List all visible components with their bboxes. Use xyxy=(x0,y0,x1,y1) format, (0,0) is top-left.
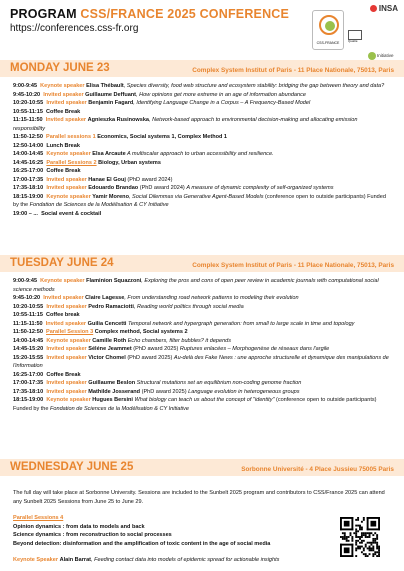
session-role: Parallel sessions 1 xyxy=(46,134,96,140)
time-slot: 17:35-18:10 xyxy=(13,185,44,191)
tuesday-heading: TUESDAY JUNE 24 xyxy=(10,257,114,269)
speaker-name: Guillaume Beslon xyxy=(88,380,136,386)
time-slot: 19:00 – ... xyxy=(13,210,38,217)
qualiopi-line-1: Qualité xyxy=(348,39,358,43)
speaker-name: Séléne Jeammet xyxy=(88,346,132,352)
speaker-name: Agnieszka Rusinowska xyxy=(87,117,149,123)
tuesday-venue: Complex System Institut of Paris - 11 Place Nationale, 75013, Paris xyxy=(192,262,394,269)
talk-title: Structural mutations set an equilibrium non-coding genome fraction xyxy=(135,380,302,386)
tuesday-timeline xyxy=(13,277,391,413)
wednesday-heading: WEDNESDAY JUNE 25 xyxy=(10,461,134,473)
time-slot: 17:35-18:10 xyxy=(13,388,44,395)
session-text: Economics, Social systems 1, Complex Method 1 xyxy=(97,134,227,140)
speaker-note: (PhD award 2024) xyxy=(138,185,187,191)
monday-timeline xyxy=(13,82,391,218)
timeline-row xyxy=(13,396,391,413)
time-slot: 9:45-10:20 xyxy=(13,91,41,98)
time-slot: 9:00-9:45 xyxy=(13,278,38,284)
time-slot: 11:15-11:50 xyxy=(13,117,43,123)
talk-title: Temporal network and hypergraph generation: from small to large scale in time and topology xyxy=(126,320,355,327)
monday-venue: Complex System Institut of Paris - 11 Place Nationale, 75013, Paris xyxy=(192,67,394,74)
session-role: Invited speaker xyxy=(45,320,87,327)
css-france-logo-label: CSS-FRANCE xyxy=(316,41,340,45)
session-role: Invited speaker xyxy=(46,354,87,361)
wednesday-content xyxy=(13,489,391,565)
time-slot: 14:45-16:25 xyxy=(13,159,44,166)
speaker-name: Elsa Arcaute xyxy=(92,151,126,157)
time-slot: 18:15-19:00 xyxy=(13,397,44,403)
session-text: Social event & cocktail xyxy=(41,210,102,217)
wednesday-session-1: Opinion dynamics : from data to models and back xyxy=(13,523,145,530)
speaker-name: Yamir Moreno xyxy=(92,193,129,200)
speaker-name: Hugues Bersini xyxy=(92,397,133,403)
timeline-row xyxy=(13,320,391,329)
time-slot: 14:00-14:45 xyxy=(13,337,44,344)
speaker-name: Benjamin Fagard xyxy=(88,100,134,106)
timeline-row xyxy=(13,108,391,117)
timeline-row xyxy=(13,133,391,142)
wednesday-session-2: Science dynamics : from reconstruction to social processes xyxy=(13,532,172,538)
session-role: Invited speaker xyxy=(43,91,84,98)
session-role: Keynote speaker xyxy=(46,397,91,403)
session-role[interactable]: Parallel Session 3 xyxy=(46,329,94,335)
speaker-note: (PhD award 2025) xyxy=(125,354,174,361)
speaker-name: Mathilde Josserand xyxy=(88,388,141,395)
time-slot: 15:20-15:55 xyxy=(13,354,44,361)
wednesday-keynote-role: Keynote Speaker xyxy=(13,557,59,563)
session-role: Invited speaker xyxy=(45,117,87,123)
session-text: Coffee Break xyxy=(46,168,81,174)
header xyxy=(10,6,310,35)
timeline-row xyxy=(13,150,391,159)
time-slot: 10:55-11:15 xyxy=(13,312,43,318)
talk-title: A measure of dynamic complexity of self-organized systems xyxy=(186,185,334,191)
cy-initiative-label: Initiative xyxy=(377,53,394,59)
session-text: Biology, Urban systems xyxy=(98,159,161,166)
time-slot: 14:45-15:20 xyxy=(13,346,44,352)
speaker-name: Camille Roth xyxy=(92,337,127,344)
wednesday-venue: Sorbonne Université - 4 Place Jussieu 75005 Paris xyxy=(241,466,394,473)
talk-title: Language evolution in heterogeneous groups xyxy=(188,388,300,395)
talk-title: , Social Dilemmas via Generative Agent-Based Models xyxy=(128,193,264,200)
timeline-row xyxy=(13,167,391,176)
wednesday-keynote-title: , Feeding contact data into models of epidemic spread for actionable insights xyxy=(91,557,280,563)
time-slot: 16:25-17:00 xyxy=(13,371,44,378)
timeline-row xyxy=(13,337,391,346)
timeline-row xyxy=(13,116,391,133)
time-slot: 17:00-17:35 xyxy=(13,176,44,183)
timeline-row xyxy=(13,193,391,210)
session-role: Keynote speaker xyxy=(40,278,85,284)
speaker-name: Edouardo Brandao xyxy=(88,185,139,191)
time-slot: 17:00-17:35 xyxy=(13,380,44,386)
timeline-row xyxy=(13,294,391,303)
talk-title: , Reading world politics through social media xyxy=(133,303,244,310)
time-slot: 9:00-9:45 xyxy=(13,83,38,89)
timeline-row xyxy=(13,184,391,193)
timeline-row xyxy=(13,99,391,108)
speaker-name: Guilia Cencetti xyxy=(87,320,127,327)
speaker-note: (PhD award 2025) xyxy=(131,346,180,352)
timeline-row xyxy=(13,91,391,100)
time-slot: 11:50-12:50 xyxy=(13,329,43,335)
timeline-row xyxy=(13,388,391,397)
session-role: Keynote speaker xyxy=(40,83,85,89)
time-slot: 10:20-10:55 xyxy=(13,303,44,310)
time-slot: 14:00-14:45 xyxy=(13,151,44,157)
time-slot: 16:25-17:00 xyxy=(13,168,44,174)
session-role: Keynote speaker xyxy=(46,337,91,344)
timeline-row xyxy=(13,277,391,294)
funding-note: (conference open to outside participants) Funded by the xyxy=(13,193,386,208)
timeline-row xyxy=(13,311,391,320)
session-role: Invited speaker xyxy=(43,295,84,301)
timeline-row xyxy=(13,176,391,185)
timeline-row xyxy=(13,142,391,151)
session-role: Invited speaker xyxy=(46,380,87,386)
css-france-logo xyxy=(312,10,344,50)
session-role: Invited speaker xyxy=(46,388,87,395)
cy-initiative-logo xyxy=(368,52,394,60)
monday-heading: MONDAY JUNE 23 xyxy=(10,62,110,74)
timeline-row xyxy=(13,345,391,354)
speaker-name: Flaminion Squazzoni xyxy=(86,278,142,284)
funding-note: (conference open to outside participants) Funded by the xyxy=(13,397,377,412)
talk-title: , Identifying Language Change in a Corpus – A Frequency-Based Model xyxy=(133,100,311,106)
title-prefix: PROGRAM xyxy=(10,7,81,21)
time-slot: 9:45-10:20 xyxy=(13,295,41,301)
speaker-note: (PhD award 2024) xyxy=(125,176,173,183)
speaker-name: Guillaume Deffuant xyxy=(85,91,137,98)
session-role: Invited speaker xyxy=(46,185,87,191)
speaker-name: Hanae El Gouj xyxy=(88,176,126,183)
time-slot: 11:15-11:50 xyxy=(13,320,43,327)
funding-source: Fondation de Sciences de la Modélisation & CY Initiative xyxy=(29,202,169,208)
timeline-row xyxy=(13,303,391,312)
talk-title: Au-delà des Fake News : une approche structurelle et dynamique des manipulations de l'information xyxy=(13,354,389,369)
talk-title: , From understanding road network patterns to modeling their evolution xyxy=(124,295,299,301)
conference-url[interactable]: https://conferences.css-fr.org xyxy=(10,23,139,34)
talk-title: A multiscalar approach to urban accessibility and resilience. xyxy=(125,151,274,157)
speaker-note: (PhD award 2025) xyxy=(140,388,189,395)
session-role: Keynote speaker xyxy=(46,193,91,200)
speaker-name: Elisa Thébault xyxy=(86,83,124,89)
time-slot: 10:20-10:55 xyxy=(13,100,44,106)
session-role: Invited speaker xyxy=(46,303,87,310)
session-role: Keynote speaker xyxy=(46,151,91,157)
time-slot: 18:15-19:00 xyxy=(13,193,44,200)
time-slot: 12:50-14:00 xyxy=(13,142,44,149)
insa-logo xyxy=(370,4,398,13)
timeline-row xyxy=(13,354,391,371)
timeline-row xyxy=(13,328,391,337)
parallel-sessions-4-label[interactable]: Parallel Sessions 4 xyxy=(13,515,64,521)
time-slot: 11:50-12:50 xyxy=(13,134,43,140)
session-text: Coffee Break xyxy=(46,371,81,378)
logos xyxy=(308,4,398,66)
session-role: Invited speaker xyxy=(46,176,87,183)
talk-title: , Network-based approach to environmental decision-making and allocating emission responsibility xyxy=(13,117,358,132)
session-role: Invited speaker xyxy=(46,346,87,352)
session-text: Coffee break xyxy=(46,312,80,318)
session-text: Coffee Break xyxy=(46,108,81,115)
speaker-name: Claire Lagesse xyxy=(85,295,125,301)
talk-title: What biology can teach us about the concept of "identity" xyxy=(132,397,275,403)
wednesday-intro: The full day will take place at Sorbonne University. Sessions are included to the Sunbelt 2025 program and contributors to CSS/France 2025 can attend any Sunbelt 2025 Sessions from June 25 to June 29. xyxy=(13,490,385,505)
timeline-row xyxy=(13,371,391,380)
session-text: Complex method, Social systems 2 xyxy=(94,329,188,335)
talk-title: Ruptures enlacées – Morphogenèse de réseaux dans l'argile xyxy=(179,346,330,352)
qr-code[interactable] xyxy=(340,517,380,557)
talk-title: Echo chambers, filter bubbles? it depends xyxy=(126,337,232,344)
insa-logo-label: INSA xyxy=(378,4,398,13)
page-title xyxy=(10,6,310,22)
funding-source: Fondation de Sciences de la Modélisation & CY Initiative xyxy=(50,405,189,412)
talk-title: , How opinions get more extreme in an age of information abundance xyxy=(136,91,306,98)
timeline-row xyxy=(13,210,391,219)
timeline-row xyxy=(13,159,391,168)
speaker-name: Victor Chomel xyxy=(88,354,126,361)
session-role: Invited speaker xyxy=(46,100,87,106)
talk-title: , Species diversity, food web structure and ecosystem stability: bridging the gap between theory and data? xyxy=(123,83,385,89)
session-text: Lunch Break xyxy=(46,142,80,149)
timeline-row xyxy=(13,82,391,91)
talk-title: , Exploring the pros and cons of open peer review in academic journals with computational social science methods xyxy=(13,278,379,293)
time-slot: 10:55-11:15 xyxy=(13,108,43,115)
speaker-name: Pedro Ramaciotti xyxy=(88,303,134,310)
timeline-row xyxy=(13,379,391,388)
title-conference: CSS/FRANCE 2025 CONFERENCE xyxy=(80,7,290,21)
qualiopi-logo xyxy=(348,30,364,48)
session-role[interactable]: Parallel Sessions 2 xyxy=(46,159,97,166)
wednesday-session-3: Beyond detection: disinformation and the amplification of toxic content in the age of social media xyxy=(13,540,271,547)
wednesday-keynote-speaker: Alain Barrat xyxy=(59,557,92,563)
